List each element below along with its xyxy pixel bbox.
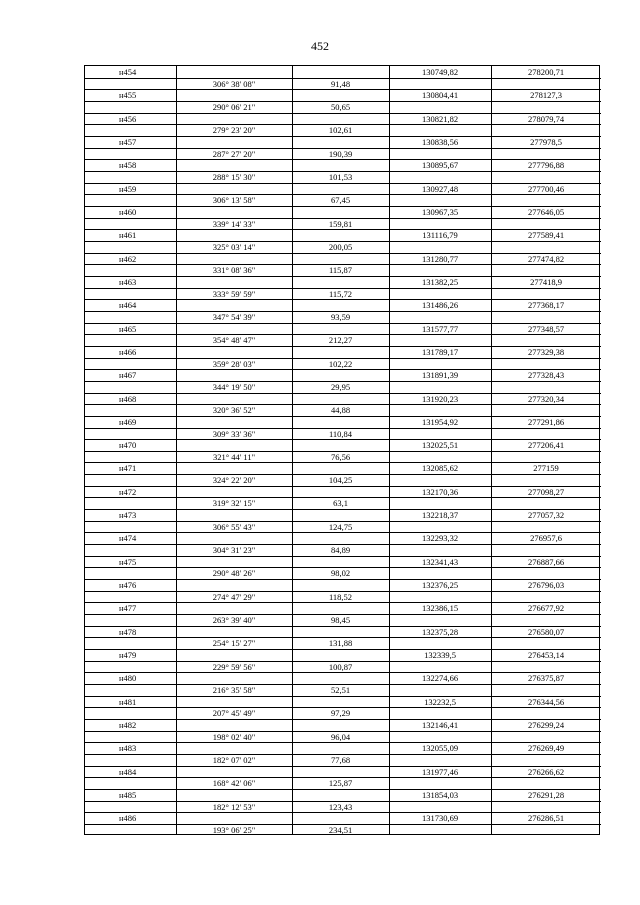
segment-length-cell: 234,51 bbox=[328, 824, 353, 835]
y-coordinate-cell: 277159 bbox=[533, 463, 559, 474]
point-id-cell: н485 bbox=[119, 789, 137, 800]
direction-angle-cell: 182° 12' 53" bbox=[212, 801, 256, 812]
segment-length-cell: 124,75 bbox=[328, 521, 353, 532]
direction-angle-cell: 306° 55' 43" bbox=[212, 521, 256, 532]
segment-length-cell: 91,48 bbox=[330, 78, 351, 89]
point-id-cell: н462 bbox=[119, 253, 137, 264]
x-coordinate-cell: 132341,43 bbox=[421, 556, 459, 567]
direction-angle-cell: 216° 35' 58" bbox=[212, 685, 256, 695]
direction-angle-cell: 333° 59' 59" bbox=[212, 288, 256, 299]
segment-length-cell: 63,1 bbox=[333, 498, 348, 509]
x-coordinate-cell: 131854,03 bbox=[421, 789, 459, 800]
segment-length-cell: 159,81 bbox=[328, 218, 353, 229]
x-coordinate-cell: 132376,25 bbox=[421, 580, 459, 590]
point-id-cell: н465 bbox=[119, 323, 137, 334]
x-coordinate-cell: 131920,23 bbox=[421, 393, 459, 404]
direction-angle-cell: 168° 42' 06" bbox=[212, 778, 256, 789]
segment-length-cell: 93,59 bbox=[330, 311, 351, 322]
point-id-cell: н482 bbox=[119, 720, 137, 730]
y-coordinate-cell: 277646,05 bbox=[527, 206, 565, 217]
y-coordinate-cell: 277348,57 bbox=[527, 323, 565, 334]
segment-length-cell: 29,95 bbox=[330, 381, 351, 392]
y-coordinate-cell: 277368,17 bbox=[527, 300, 565, 311]
point-id-cell: н460 bbox=[119, 206, 137, 217]
point-id-cell: н481 bbox=[119, 696, 137, 707]
point-id-cell: н475 bbox=[119, 556, 137, 567]
segment-length-cell: 67,45 bbox=[330, 195, 351, 206]
y-coordinate-cell: 276580,07 bbox=[527, 626, 565, 637]
direction-angle-cell: 207° 45' 49" bbox=[212, 708, 256, 719]
x-coordinate-cell: 131280,77 bbox=[421, 253, 459, 264]
point-id-cell: н467 bbox=[119, 370, 137, 381]
x-coordinate-cell: 132055,09 bbox=[421, 743, 459, 754]
y-coordinate-cell: 277291,86 bbox=[527, 416, 565, 427]
point-id-cell: н486 bbox=[119, 813, 137, 824]
x-coordinate-cell: 132274,66 bbox=[421, 673, 459, 684]
y-coordinate-cell: 277098,27 bbox=[527, 486, 565, 497]
x-coordinate-cell: 132232,5 bbox=[424, 696, 456, 707]
segment-length-cell: 98,45 bbox=[330, 615, 351, 625]
x-coordinate-cell: 131577,77 bbox=[421, 323, 459, 334]
segment-length-cell: 212,27 bbox=[328, 335, 353, 346]
segment-length-cell: 44,88 bbox=[330, 405, 351, 416]
direction-angle-cell: 263° 39' 40" bbox=[212, 615, 256, 625]
direction-angle-cell: 254° 15' 27" bbox=[212, 638, 256, 649]
direction-angle-cell: 331° 08' 36" bbox=[212, 265, 256, 276]
x-coordinate-cell: 132375,28 bbox=[421, 626, 459, 637]
y-coordinate-cell: 276291,28 bbox=[527, 789, 565, 800]
y-coordinate-cell: 276286,51 bbox=[527, 813, 565, 824]
y-coordinate-cell: 276299,24 bbox=[527, 720, 565, 730]
segment-length-cell: 76,56 bbox=[330, 451, 351, 462]
segment-length-cell: 104,25 bbox=[328, 475, 353, 486]
segment-length-cell: 77,68 bbox=[330, 754, 351, 765]
y-coordinate-cell: 277057,32 bbox=[527, 510, 565, 521]
coordinates-table bbox=[84, 65, 600, 835]
segment-length-cell: 100,87 bbox=[328, 661, 353, 672]
y-coordinate-cell: 277474,82 bbox=[527, 253, 565, 264]
y-coordinate-cell: 276269,49 bbox=[527, 743, 565, 754]
point-id-cell: н484 bbox=[119, 766, 137, 777]
x-coordinate-cell: 130838,56 bbox=[421, 137, 459, 147]
segment-length-cell: 98,02 bbox=[330, 568, 351, 579]
point-id-cell: н455 bbox=[119, 90, 137, 101]
direction-angle-cell: 287° 27' 20" bbox=[212, 148, 256, 159]
direction-angle-cell: 309° 33' 36" bbox=[212, 428, 256, 439]
direction-angle-cell: 290° 06' 21" bbox=[212, 102, 256, 112]
point-id-cell: н464 bbox=[119, 300, 137, 311]
y-coordinate-cell: 277978,5 bbox=[530, 137, 562, 147]
direction-angle-cell: 319° 32' 15" bbox=[212, 498, 256, 509]
segment-length-cell: 110,84 bbox=[328, 428, 353, 439]
point-id-cell: н461 bbox=[119, 230, 137, 241]
x-coordinate-cell: 132386,15 bbox=[421, 603, 459, 614]
direction-angle-cell: 279° 23' 20" bbox=[212, 125, 256, 136]
direction-angle-cell: 193° 06' 25" bbox=[212, 824, 256, 835]
y-coordinate-cell: 277796,88 bbox=[527, 160, 565, 171]
y-coordinate-cell: 277328,43 bbox=[527, 370, 565, 381]
y-coordinate-cell: 278200,71 bbox=[527, 67, 565, 77]
segment-length-cell: 50,65 bbox=[330, 102, 351, 112]
y-coordinate-cell: 276796,03 bbox=[527, 580, 565, 590]
y-coordinate-cell: 276375,87 bbox=[527, 673, 565, 684]
direction-angle-cell: 344° 19' 50" bbox=[212, 381, 256, 392]
segment-length-cell: 102,61 bbox=[328, 125, 353, 136]
y-coordinate-cell: 277700,46 bbox=[527, 183, 565, 194]
segment-length-cell: 190,39 bbox=[328, 148, 353, 159]
direction-angle-cell: 320° 36' 52" bbox=[212, 405, 256, 416]
direction-angle-cell: 198° 02' 40" bbox=[212, 731, 256, 742]
x-coordinate-cell: 132025,51 bbox=[421, 440, 459, 451]
y-coordinate-cell: 278127,3 bbox=[530, 90, 562, 101]
direction-angle-cell: 304° 31' 23" bbox=[212, 545, 256, 556]
segment-length-cell: 102,22 bbox=[328, 358, 353, 369]
segment-length-cell: 118,52 bbox=[328, 591, 353, 602]
segment-length-cell: 101,53 bbox=[328, 171, 353, 182]
point-id-cell: н473 bbox=[119, 510, 137, 521]
x-coordinate-cell: 130967,35 bbox=[421, 206, 459, 217]
direction-angle-cell: 290° 48' 26" bbox=[212, 568, 256, 579]
segment-length-cell: 96,04 bbox=[330, 731, 351, 742]
y-coordinate-cell: 276887,66 bbox=[527, 556, 565, 567]
y-coordinate-cell: 276453,14 bbox=[527, 650, 565, 660]
segment-length-cell: 52,51 bbox=[330, 685, 351, 695]
x-coordinate-cell: 130749,82 bbox=[421, 67, 459, 77]
segment-length-cell: 200,05 bbox=[328, 241, 353, 252]
segment-length-cell: 123,43 bbox=[328, 801, 353, 812]
y-coordinate-cell: 277329,38 bbox=[527, 346, 565, 357]
x-coordinate-cell: 130895,67 bbox=[421, 160, 459, 171]
segment-length-cell: 97,29 bbox=[330, 708, 351, 719]
y-coordinate-cell: 277206,41 bbox=[527, 440, 565, 451]
segment-length-cell: 115,87 bbox=[328, 265, 353, 276]
x-coordinate-cell: 131954,92 bbox=[421, 416, 459, 427]
y-coordinate-cell: 277418,9 bbox=[530, 276, 562, 287]
direction-angle-cell: 229° 59' 56" bbox=[212, 661, 256, 672]
segment-length-cell: 115,72 bbox=[328, 288, 353, 299]
point-id-cell: н463 bbox=[119, 276, 137, 287]
point-id-cell: н474 bbox=[119, 533, 137, 544]
direction-angle-cell: 288° 15' 30" bbox=[212, 171, 256, 182]
point-id-cell: н479 bbox=[119, 650, 137, 660]
x-coordinate-cell: 131789,17 bbox=[421, 346, 459, 357]
segment-length-cell: 131,88 bbox=[328, 638, 353, 649]
point-id-cell: н470 bbox=[119, 440, 137, 451]
x-coordinate-cell: 132293,32 bbox=[421, 533, 459, 544]
direction-angle-cell: 324° 22' 20" bbox=[212, 475, 256, 486]
direction-angle-cell: 306° 13' 58" bbox=[212, 195, 256, 206]
segment-length-cell: 84,89 bbox=[330, 545, 351, 556]
y-coordinate-cell: 276957,6 bbox=[530, 533, 562, 544]
y-coordinate-cell: 278079,74 bbox=[527, 113, 565, 124]
y-coordinate-cell: 276344,56 bbox=[527, 696, 565, 707]
point-id-cell: н478 bbox=[119, 626, 137, 637]
point-id-cell: н458 bbox=[119, 160, 137, 171]
point-id-cell: н483 bbox=[119, 743, 137, 754]
x-coordinate-cell: 131486,26 bbox=[421, 300, 459, 311]
y-coordinate-cell: 277320,34 bbox=[527, 393, 565, 404]
x-coordinate-cell: 130821,82 bbox=[421, 113, 459, 124]
point-id-cell: н454 bbox=[119, 67, 137, 77]
point-id-cell: н477 bbox=[119, 603, 137, 614]
direction-angle-cell: 359° 28' 03" bbox=[212, 358, 256, 369]
point-id-cell: н457 bbox=[119, 137, 137, 147]
point-id-cell: н468 bbox=[119, 393, 137, 404]
x-coordinate-cell: 132085,62 bbox=[421, 463, 459, 474]
direction-angle-cell: 321° 44' 11" bbox=[212, 451, 256, 462]
point-id-cell: н466 bbox=[119, 346, 137, 357]
point-id-cell: н472 bbox=[119, 486, 137, 497]
x-coordinate-cell: 132170,36 bbox=[421, 486, 459, 497]
x-coordinate-cell: 131891,39 bbox=[421, 370, 459, 381]
point-id-cell: н469 bbox=[119, 416, 137, 427]
page-number: 452 bbox=[311, 39, 329, 53]
direction-angle-cell: 274° 47' 29" bbox=[212, 591, 256, 602]
y-coordinate-cell: 277589,41 bbox=[527, 230, 565, 241]
direction-angle-cell: 306° 38' 08" bbox=[212, 78, 256, 89]
direction-angle-cell: 182° 07' 02" bbox=[212, 754, 256, 765]
direction-angle-cell: 354° 48' 47" bbox=[212, 335, 256, 346]
direction-angle-cell: 339° 14' 33" bbox=[212, 218, 256, 229]
x-coordinate-cell: 130804,41 bbox=[421, 90, 459, 101]
segment-length-cell: 125,87 bbox=[328, 778, 353, 789]
x-coordinate-cell: 132218,37 bbox=[421, 510, 459, 521]
direction-angle-cell: 347° 54' 39" bbox=[212, 311, 256, 322]
x-coordinate-cell: 131116,79 bbox=[422, 230, 458, 241]
x-coordinate-cell: 132339,5 bbox=[424, 650, 456, 660]
y-coordinate-cell: 276266,62 bbox=[527, 766, 565, 777]
point-id-cell: н476 bbox=[119, 580, 137, 590]
point-id-cell: н456 bbox=[119, 113, 137, 124]
x-coordinate-cell: 130927,48 bbox=[421, 183, 459, 194]
x-coordinate-cell: 131977,46 bbox=[421, 766, 459, 777]
point-id-cell: н471 bbox=[119, 463, 137, 474]
x-coordinate-cell: 131382,25 bbox=[421, 276, 459, 287]
direction-angle-cell: 325° 03' 14" bbox=[212, 241, 256, 252]
point-id-cell: н480 bbox=[119, 673, 137, 684]
point-id-cell: н459 bbox=[119, 183, 137, 194]
x-coordinate-cell: 132146,41 bbox=[421, 720, 459, 730]
x-coordinate-cell: 131730,69 bbox=[421, 813, 459, 824]
y-coordinate-cell: 276677,92 bbox=[527, 603, 565, 614]
